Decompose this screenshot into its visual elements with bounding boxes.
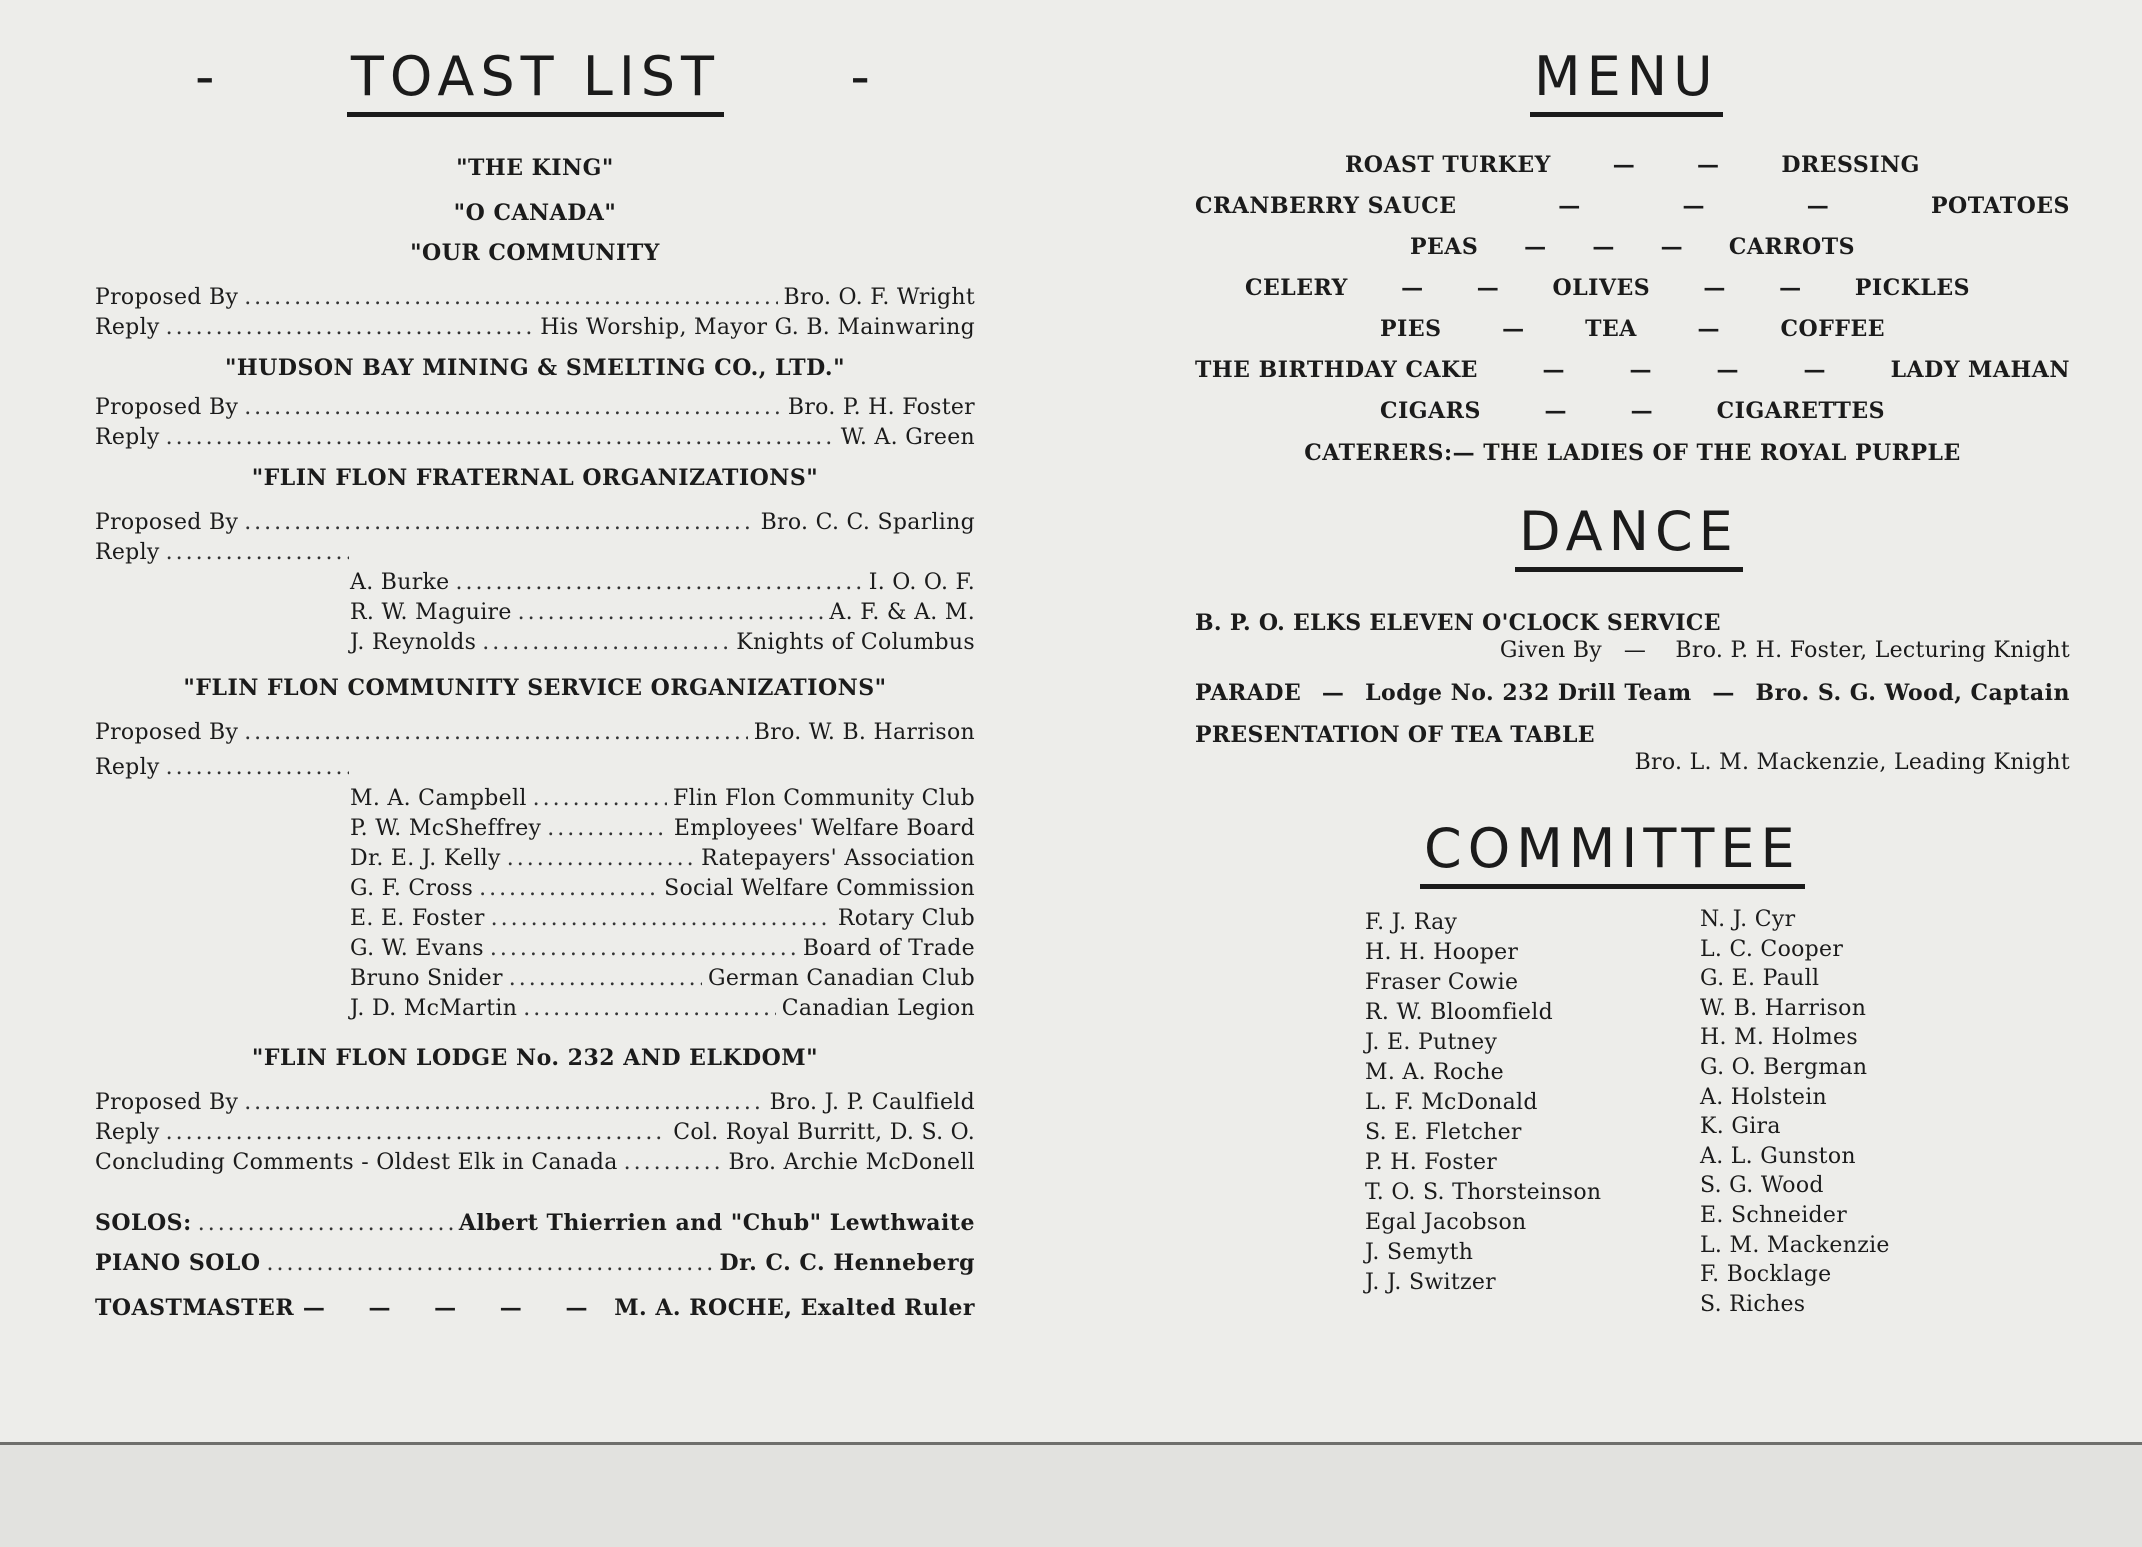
- toast-fraternal: "FLIN FLON FRATERNAL ORGANIZATIONS": [251, 465, 819, 491]
- menu-dash: —: [1630, 398, 1654, 424]
- toast-reply-label: Reply .....: [95, 540, 355, 565]
- menu-heading: MENU: [1530, 45, 1723, 117]
- menu-dash: —: [1629, 357, 1652, 383]
- menu-item: CELERY: [1245, 275, 1348, 301]
- toast-the-king: "THE KING": [456, 155, 614, 181]
- menu-dash: —: [1401, 275, 1424, 301]
- menu-item: PIES: [1380, 316, 1442, 342]
- committee-member: J. J. Switzer: [1365, 1270, 1497, 1295]
- menu-row: [1380, 398, 1885, 424]
- toast-line: Proposed By ..... Bro. P. H. Foster: [95, 395, 975, 420]
- toast-line: Concluding Comments - Oldest Elk in Canada ..... Bro. Archie McDonell: [95, 1150, 975, 1175]
- committee-member: G. O. Bergman: [1700, 1055, 1868, 1080]
- menu-item: ROAST TURKEY: [1345, 152, 1551, 178]
- menu-row: [1410, 234, 1855, 260]
- reply-line: G. W. Evans ..... Board of Trade: [350, 936, 975, 961]
- toast-hudson-bay: "HUDSON BAY MINING & SMELTING CO., LTD.": [224, 355, 846, 381]
- toastmaster-line: TOASTMASTER — — — — — M. A. ROCHE, Exalted Ruler: [95, 1295, 975, 1321]
- elks-service: B. P. O. ELKS ELEVEN O'CLOCK SERVICE: [1195, 610, 1721, 636]
- toast-our-community: "OUR COMMUNITY: [410, 240, 660, 266]
- menu-item: COFFEE: [1780, 316, 1885, 342]
- menu-dash: —: [1502, 316, 1525, 342]
- committee-member: F. Bocklage: [1700, 1262, 1832, 1288]
- solos-line: SOLOS: ..... Albert Thierrien and "Chub" Lewthwaite: [95, 1210, 975, 1236]
- menu-dash: —: [1660, 234, 1684, 260]
- toast-line: Proposed By ..... Bro. C. C. Sparling: [95, 510, 975, 535]
- menu-dash: —: [1544, 398, 1567, 424]
- toast-line: Proposed By ..... Bro. J. P. Caulfield: [95, 1090, 975, 1115]
- toast-community-service: "FLIN FLON COMMUNITY SERVICE ORGANIZATIONS": [183, 675, 887, 701]
- menu-row: [1195, 357, 2070, 383]
- committee-member: P. H. Foster: [1365, 1150, 1498, 1175]
- menu-dash: —: [1476, 275, 1500, 301]
- menu-dash: —: [1542, 357, 1565, 383]
- toast-reply-label: Reply .....: [95, 755, 355, 780]
- reply-line: E. E. Foster ..... Rotary Club: [350, 906, 975, 931]
- piano-solo-line: PIANO SOLO ..... Dr. C. C. Henneberg: [95, 1250, 975, 1276]
- committee-member: S. Riches: [1700, 1291, 1806, 1317]
- reply-line: Dr. E. J. Kelly ..... Ratepayers' Association: [350, 846, 975, 871]
- committee-member: M. A. Roche: [1365, 1060, 1505, 1085]
- toast-lodge: "FLIN FLON LODGE No. 232 AND ELKDOM": [251, 1045, 819, 1071]
- menu-dash: —: [1524, 234, 1547, 260]
- menu-dash: —: [1592, 234, 1615, 260]
- committee-member: H. H. Hooper: [1365, 940, 1519, 965]
- menu-dash: —: [1697, 152, 1720, 178]
- menu-item: DRESSING: [1781, 152, 1920, 178]
- committee-member: J. Semyth: [1365, 1240, 1474, 1265]
- menu-row: [1245, 275, 1970, 301]
- committee-member: J. E. Putney: [1365, 1030, 1498, 1055]
- toast-o-canada: "O CANADA": [453, 200, 617, 226]
- menu-item: CIGARETTES: [1716, 398, 1885, 424]
- committee-member: E. Schneider: [1700, 1203, 1848, 1228]
- menu-item: LADY MAHAN: [1890, 357, 2070, 383]
- toast-line: Reply ..... W. A. Green: [95, 425, 975, 450]
- toast-list-title: [195, 45, 876, 108]
- reply-line: G. F. Cross ..... Social Welfare Commission: [350, 876, 975, 901]
- committee-member: F. J. Ray: [1365, 910, 1458, 935]
- committee-member: Egal Jacobson: [1365, 1210, 1527, 1235]
- given-by-line: Given By — Bro. P. H. Foster, Lecturing Knight: [1499, 638, 2070, 663]
- presentation-tea-table: PRESENTATION OF TEA TABLE: [1195, 722, 1595, 748]
- committee-member: S. E. Fletcher: [1365, 1120, 1522, 1145]
- toast-line: Reply ..... His Worship, Mayor G. B. Mainwaring: [95, 315, 975, 340]
- menu-dash: —: [1716, 357, 1740, 383]
- presentation-by: Bro. L. M. Mackenzie, Leading Knight: [1634, 750, 2070, 775]
- committee-title: [1420, 817, 1805, 880]
- committee-heading: COMMITTEE: [1420, 817, 1805, 889]
- menu-item: CIGARS: [1380, 398, 1481, 424]
- menu-dash: —: [1682, 193, 1706, 219]
- title-dash-right: -: [850, 45, 876, 108]
- committee-member: Fraser Cowie: [1365, 970, 1519, 995]
- committee-member: W. B. Harrison: [1700, 995, 1867, 1021]
- committee-member: A. Holstein: [1700, 1084, 1827, 1110]
- committee-member: K. Gira: [1700, 1114, 1781, 1140]
- reply-line: A. Burke ..... I. O. O. F.: [350, 570, 975, 595]
- menu-item: CARROTS: [1728, 234, 1855, 260]
- menu-row: [1195, 193, 2070, 219]
- title-dash-left: -: [195, 45, 221, 108]
- committee-member: T. O. S. Thorsteinson: [1365, 1180, 1602, 1205]
- reply-line: J. D. McMartin ..... Canadian Legion: [350, 996, 975, 1021]
- committee-member: S. G. Wood: [1700, 1173, 1824, 1199]
- reply-line: R. W. Maguire ..... A. F. & A. M.: [350, 600, 975, 625]
- committee-member: G. E. Paull: [1700, 966, 1820, 992]
- toast-line: Proposed By ..... Bro. O. F. Wright: [95, 285, 975, 310]
- menu-dash: —: [1779, 275, 1802, 301]
- toast-line: Reply ..... Col. Royal Burritt, D. S. O.: [95, 1120, 975, 1145]
- page-bottom-edge: [0, 1442, 2142, 1547]
- toast-line: Proposed By ..... Bro. W. B. Harrison: [95, 720, 975, 745]
- menu-dash: —: [1806, 193, 1830, 219]
- menu-item: OLIVES: [1552, 275, 1651, 301]
- committee-member: N. J. Cyr: [1700, 907, 1796, 932]
- menu-title: [1530, 45, 1723, 108]
- menu-item: PEAS: [1410, 234, 1479, 260]
- menu-dash: —: [1703, 275, 1726, 301]
- menu-item: THE BIRTHDAY CAKE: [1195, 357, 1478, 383]
- committee-member: L. C. Cooper: [1700, 936, 1844, 962]
- menu-dash: —: [1612, 152, 1636, 178]
- reply-line: J. Reynolds ..... Knights of Columbus: [350, 630, 975, 655]
- parade-line: PARADE — Lodge No. 232 Drill Team — Bro. S. G. Wood, Captain: [1195, 680, 2070, 706]
- reply-line: Bruno Snider ..... German Canadian Club: [350, 966, 975, 991]
- toast-list-heading: TOAST LIST: [347, 45, 724, 117]
- menu-dash: —: [1558, 193, 1581, 219]
- reply-line: M. A. Campbell ..... Flin Flon Community Club: [350, 786, 975, 811]
- menu-caterers: CATERERS:— THE LADIES OF THE ROYAL PURPLE: [1304, 440, 1961, 466]
- dance-heading: DANCE: [1515, 500, 1743, 572]
- dance-title: [1515, 500, 1743, 563]
- reply-line: P. W. McSheffrey ..... Employees' Welfare Board: [350, 816, 975, 841]
- menu-item: POTATOES: [1931, 193, 2070, 219]
- menu-row: [1345, 152, 1920, 178]
- committee-member: L. F. McDonald: [1365, 1090, 1538, 1115]
- committee-member: R. W. Bloomfield: [1365, 1000, 1553, 1025]
- menu-item: TEA: [1585, 316, 1637, 342]
- menu-dash: —: [1697, 316, 1720, 342]
- menu-item: CRANBERRY SAUCE: [1195, 193, 1457, 219]
- menu-dash: —: [1803, 357, 1827, 383]
- menu-item: PICKLES: [1854, 275, 1970, 301]
- committee-member: A. L. Gunston: [1700, 1143, 1856, 1169]
- committee-member: L. M. Mackenzie: [1700, 1232, 1890, 1258]
- menu-row: [1380, 316, 1885, 342]
- committee-member: H. M. Holmes: [1700, 1025, 1858, 1051]
